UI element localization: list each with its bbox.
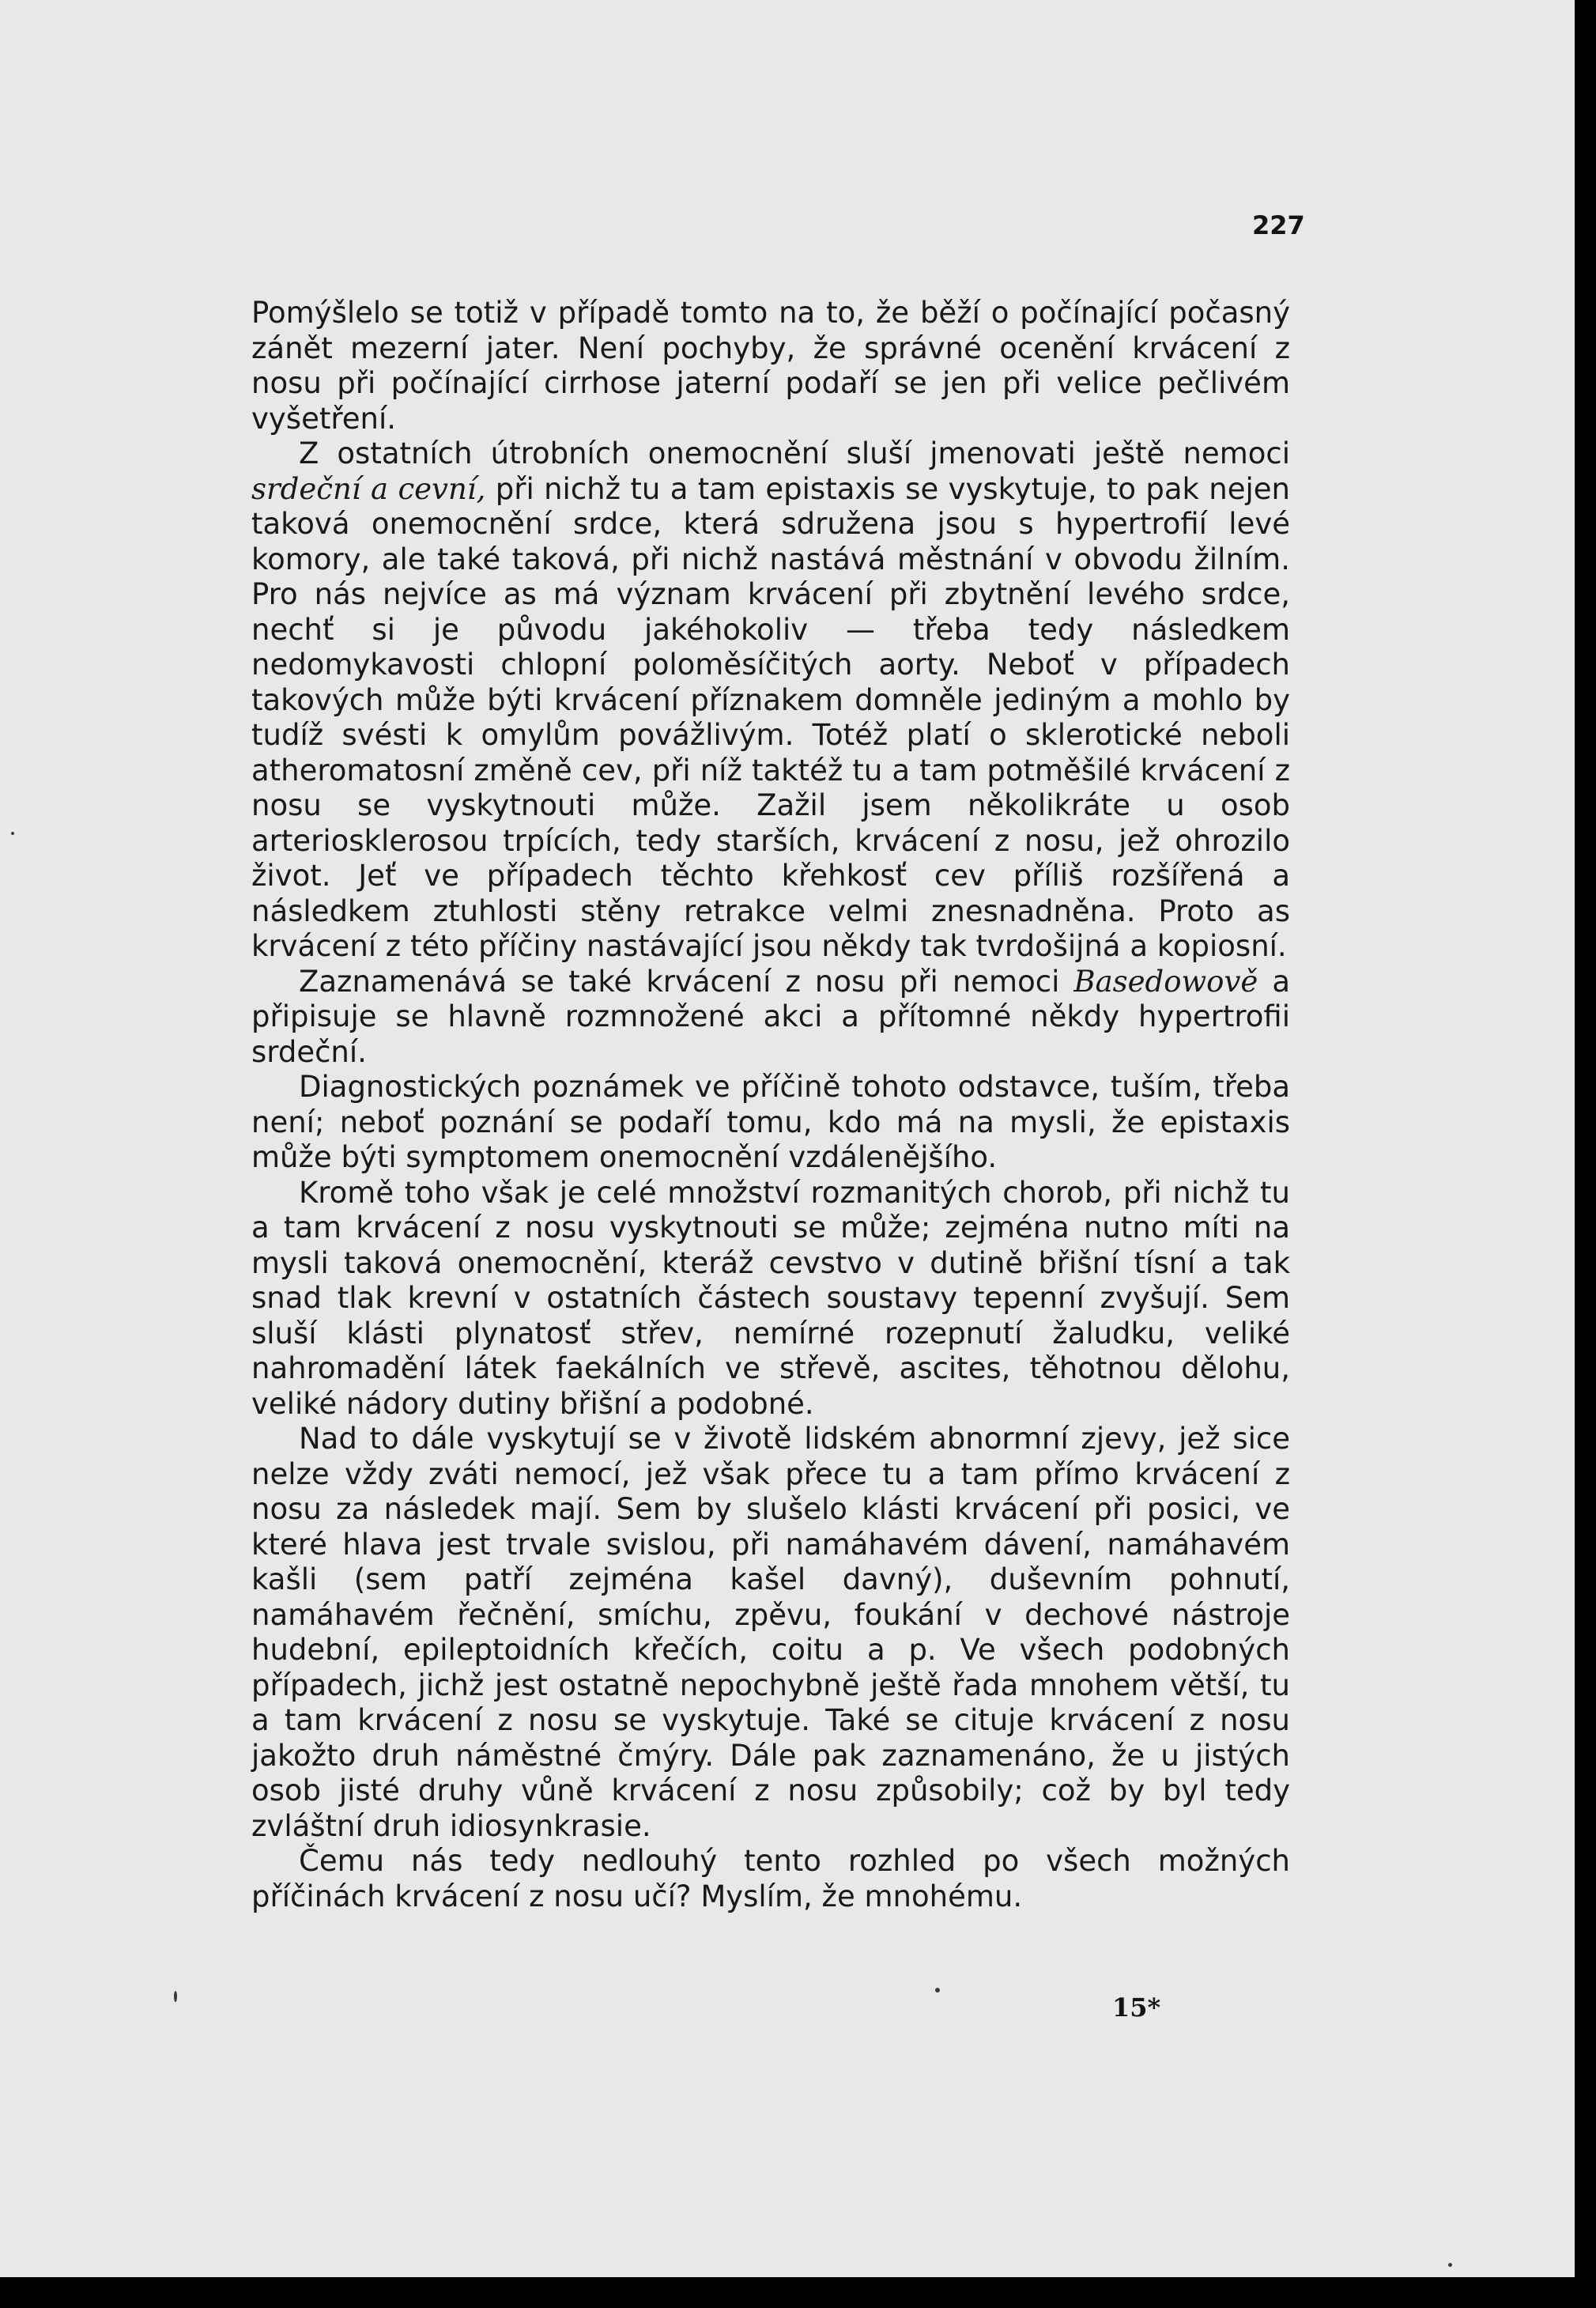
- paragraph-abnormal-phenomena: Nad to dále vyskytují se v životě lidském abnormní zjevy, jež sice nelze vždy zváti nemocí, jež však přece tu a tam přímo krvácení z nosu za následek mají. Sem by slušelo klásti krvácení při posici, ve které hlava jest trvale svislou, při namáhavém dávení, namáhavém kašli (sem patří zejména kašel davný), duševním pohnutí, namáhavém řečnění, smíchu, zpěvu, foukání v dechové nástroje hudební, epileptoidních křečích, coitu a p. Ve všech podobných případech, jichž jest ostatně nepochybně ještě řada mnohem větší, tu a tam krvácení z nosu se vyskytuje. Také se cituje krvácení z nosu jakožto druh náměstné čmýry. Dále pak zaznamenáno, že u jistých osob jisté druhy vůně krvácení z nosu způsobily; což by byl tedy zvláštní druh idiosynkrasie.: [251, 1422, 1290, 1843]
- italic-term: Basedowově: [1073, 964, 1258, 999]
- scan-speck: [935, 1988, 940, 1993]
- paragraph-continuation: Pomýšlelo se totiž v případě tomto na to, že běží o počínající počasný zánět mezerní jater. Není pochyby, že správné ocenění krvácení z nosu při počínající cirrhose jaterní podaří se jen při velice pečlivém vyšetření.: [251, 296, 1290, 436]
- paragraph-diagnostic: Diagnostických poznámek ve příčině tohoto odstavce, tuším, třeba není; neboť poznání se podaří tomu, kdo má na mysli, že epistaxis může býti symptomem onemocnění vzdálenějšího.: [251, 1070, 1290, 1174]
- italic-term: srdeční a cevní,: [251, 471, 486, 506]
- page-number: 227: [1252, 210, 1305, 240]
- paragraph-other-diseases: Kromě toho však je celé množství rozmanitých chorob, při nichž tu a tam krvácení z nosu vyskytnouti se může; zejména nutno míti na mysli taková onemocnění, kteráž cevstvo v dutině břišní tísní a tak snad tlak krevní v ostatních částech soustavy tepenní zvyšují. Sem sluší klásti plynatosť střev, nemírné rozepnutí žaludku, veliké nahromadění látek faekálních ve střevě, ascites, těhotnou dělohu, veliké nádory dutiny břišní a podobné.: [251, 1175, 1290, 1421]
- signature-mark: 15*: [1112, 1993, 1161, 2023]
- scan-speck: [1448, 2263, 1452, 2267]
- paragraph-text-segment: při nichž tu a tam epistaxis se vyskytuje, to pak nejen taková onemocnění srdce, která sdružena jsou s hypertrofií levé komory, ale také taková, při nichž nastává městnání v obvodu žilním. Pro nás nejvíce as má význam krvácení při zbytnění levého srdce, nechť si je původu jakéhokoliv — třeba tedy následkem nedomykavosti chlopní poloměsíčitých aorty. Neboť v případech takových může býti krvácení příznakem domněle jediným a mohlo by tudíž svésti k omylům povážlivým. Totéž platí o sklerotické neboli atheromatosní změně cev, při níž taktéž tu a tam potměšilé krvácení z nosu se vyskytnouti může. Zažil jsem několikráte u osob arteriosklerosou trpících, tedy starších, krvácení z nosu, jež ohrozilo život. Jeť ve případech těchto křehkosť cev příliš rozšířená a následkem ztuhlosti stěny retrakce velmi znesnadněna. Proto as krvácení z této příčiny nastávající jsou někdy tak tvrdošijná a kopiosní.: [251, 471, 1290, 963]
- paragraph-basedow: [251, 965, 1290, 1071]
- paragraph-text-segment: Zaznamenává se také krvácení z nosu při nemoci: [299, 964, 1074, 999]
- paragraph-text-segment: a připisuje se hlavně rozmnožené akci a přítomné někdy hypertrofii srdeční.: [251, 964, 1290, 1069]
- body-text: [251, 296, 1290, 1914]
- paragraph-heart-vessels: [251, 436, 1290, 965]
- paragraph-text-segment: Z ostatních útrobních onemocnění sluší jmenovati ještě nemoci: [299, 436, 1290, 470]
- scan-speck: [11, 832, 14, 835]
- scan-speck: [174, 1991, 177, 2002]
- paragraph-conclusion: Čemu nás tedy nedlouhý tento rozhled po všech možných příčinách krvácení z nosu učí? Myslím, že mnohému.: [251, 1844, 1290, 1913]
